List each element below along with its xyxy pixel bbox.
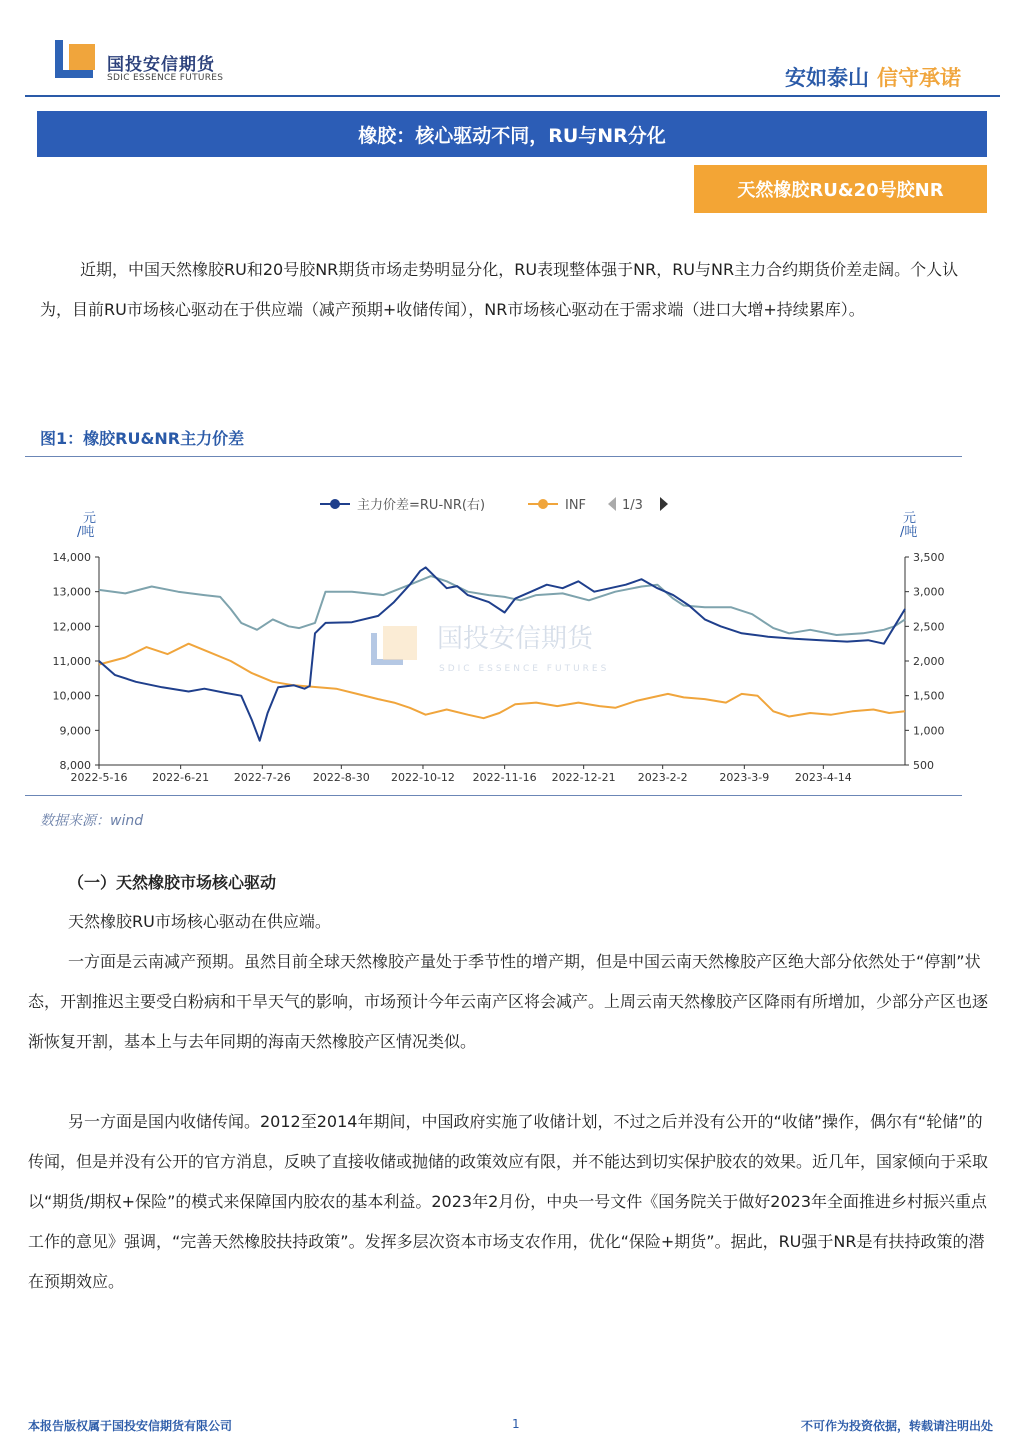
y-left-tick-label: 11,000 bbox=[52, 655, 91, 668]
section-paragraph-1: 天然橡胶RU市场核心驱动在供应端。 bbox=[68, 912, 331, 931]
x-tick-label: 2022-10-12 bbox=[391, 771, 455, 784]
legend-swatch-inf-dot bbox=[538, 499, 548, 509]
y-right-tick-label: 3,000 bbox=[913, 585, 945, 599]
company-name-en: SDIC ESSENCE FUTURES bbox=[107, 73, 224, 83]
company-name-cn: 国投安信期货 bbox=[107, 55, 215, 75]
legend-swatch-spread-dot bbox=[330, 499, 340, 509]
y-left-tick-label: 13,000 bbox=[52, 585, 91, 599]
y-right-unit-line1: 元 bbox=[903, 511, 917, 526]
legend-next-arrow-icon[interactable] bbox=[660, 497, 668, 511]
y-left-tick-label: 12,000 bbox=[52, 620, 91, 634]
x-tick-label: 2022-8-30 bbox=[312, 771, 370, 784]
x-tick-label: 2023-3-9 bbox=[719, 771, 770, 784]
watermark-text-en: SDIC ESSENCE FUTURES bbox=[439, 664, 610, 674]
y-left-unit-line2: /吨 bbox=[77, 525, 95, 540]
figure-title: 图1：橡胶RU&NR主力价差 bbox=[40, 429, 245, 448]
y-right-tick-label: 2,500 bbox=[913, 620, 945, 634]
series-line-inf bbox=[99, 644, 905, 719]
header-slogan bbox=[785, 62, 961, 92]
report-subtitle-banner: 天然橡胶RU&20号胶NR bbox=[694, 165, 987, 213]
spread-line-chart bbox=[25, 470, 962, 800]
x-tick-label: 2023-4-14 bbox=[794, 771, 852, 784]
header-divider bbox=[25, 95, 1000, 97]
watermark-text-cn: 国投安信期货 bbox=[437, 624, 594, 654]
chart-series bbox=[99, 567, 905, 740]
footer-page-number: 1 bbox=[512, 1417, 520, 1431]
x-ticks bbox=[71, 765, 852, 784]
y-left-tick-label: 14,000 bbox=[52, 551, 91, 564]
x-tick-label: 2022-7-26 bbox=[233, 771, 291, 784]
y-right-ticks bbox=[905, 551, 945, 772]
y-right-unit-line2: /吨 bbox=[900, 525, 918, 540]
report-title-banner: 橡胶：核心驱动不同，RU与NR分化 bbox=[37, 111, 987, 157]
y-left-unit-line1: 元 bbox=[83, 511, 97, 526]
chart-legend bbox=[320, 497, 668, 513]
y-right-tick-label: 1,500 bbox=[913, 689, 945, 703]
slogan-part-blue: 安如泰山 bbox=[785, 66, 869, 90]
section-paragraph-3: 另一方面是国内收储传闻。2012至2014年期间，中国政府实施了收储计划，不过之后并没有公开的“收储”操作，偶尔有“轮储”的传闻，但是并没有公开的官方消息，反映了直接收储或抛储的政策效应有限，并不能达到切实保护胶农的效果。近几年，国家倾向于采取以“期货/期权+保险”的模式来保障国内胶农的基本利益。2023年2月份，中央一号文件《国务院关于做好2023年全面推进乡村振兴重点工作的意见》强调，“完善天然橡胶扶持政策”。发挥多层次资本市场支农作用，优化“保险+期货”。据此，RU强于NR是有扶持政策的潜在预期效应。 bbox=[28, 1112, 989, 1291]
slogan-part-orange: 信守承诺 bbox=[877, 66, 961, 90]
watermark bbox=[371, 624, 609, 674]
legend-label-spread: 主力价差=RU-NR(右) bbox=[357, 498, 486, 513]
y-left-tick-label: 10,000 bbox=[52, 689, 91, 703]
y-right-tick-label: 500 bbox=[913, 759, 934, 772]
y-right-tick-label: 3,500 bbox=[913, 551, 945, 564]
x-tick-label: 2023-2-2 bbox=[637, 771, 688, 784]
figure-bottom-rule bbox=[25, 795, 962, 796]
y-right-tick-label: 2,000 bbox=[913, 655, 945, 668]
footer-copyright: 本报告版权属于国投安信期货有限公司 bbox=[28, 1419, 233, 1433]
y-left-tick-label: 9,000 bbox=[59, 724, 91, 738]
x-tick-label: 2022-12-21 bbox=[551, 771, 616, 784]
legend-page-indicator: 1/3 bbox=[622, 498, 643, 513]
watermark-logo-orange bbox=[383, 626, 417, 660]
section-heading: （一）天然橡胶市场核心驱动 bbox=[68, 873, 277, 892]
x-tick-label: 2022-6-21 bbox=[152, 771, 210, 784]
legend-prev-arrow-icon[interactable] bbox=[608, 497, 616, 511]
footer-disclaimer: 不可作为投资依据，转载请注明出处 bbox=[800, 1419, 993, 1433]
x-tick-label: 2022-5-16 bbox=[70, 771, 128, 784]
intro-paragraph: 近期，中国天然橡胶RU和20号胶NR期货市场走势明显分化，RU表现整体强于NR，RU与NR主力合约期货价差走阔。个人认为，目前RU市场核心驱动在于供应端（减产预期+收储传闻），NR市场核心驱动在于需求端（进口大增+持续累库）。 bbox=[40, 260, 959, 319]
figure-source: 数据来源：wind bbox=[40, 813, 144, 829]
y-left-ticks bbox=[53, 551, 100, 772]
figure-top-rule bbox=[25, 456, 962, 457]
y-right-tick-label: 1,000 bbox=[913, 724, 945, 738]
section-paragraph-2: 一方面是云南减产预期。虽然目前全球天然橡胶产量处于季节性的增产期，但是中国云南天然橡胶产区绝大部分依然处于“停割”状态，开割推迟主要受白粉病和干旱天气的影响，市场预计今年云南产区将会减产。上周云南天然橡胶产区降雨有所增加，少部分产区也逐渐恢复开割，基本上与去年同期的海南天然橡胶产区情况类似。 bbox=[28, 952, 989, 1051]
company-logo-mark bbox=[55, 40, 101, 86]
y-left-tick-label: 8,000 bbox=[59, 759, 91, 772]
x-tick-label: 2022-11-16 bbox=[472, 771, 537, 784]
legend-label-inf: INF bbox=[565, 498, 587, 513]
